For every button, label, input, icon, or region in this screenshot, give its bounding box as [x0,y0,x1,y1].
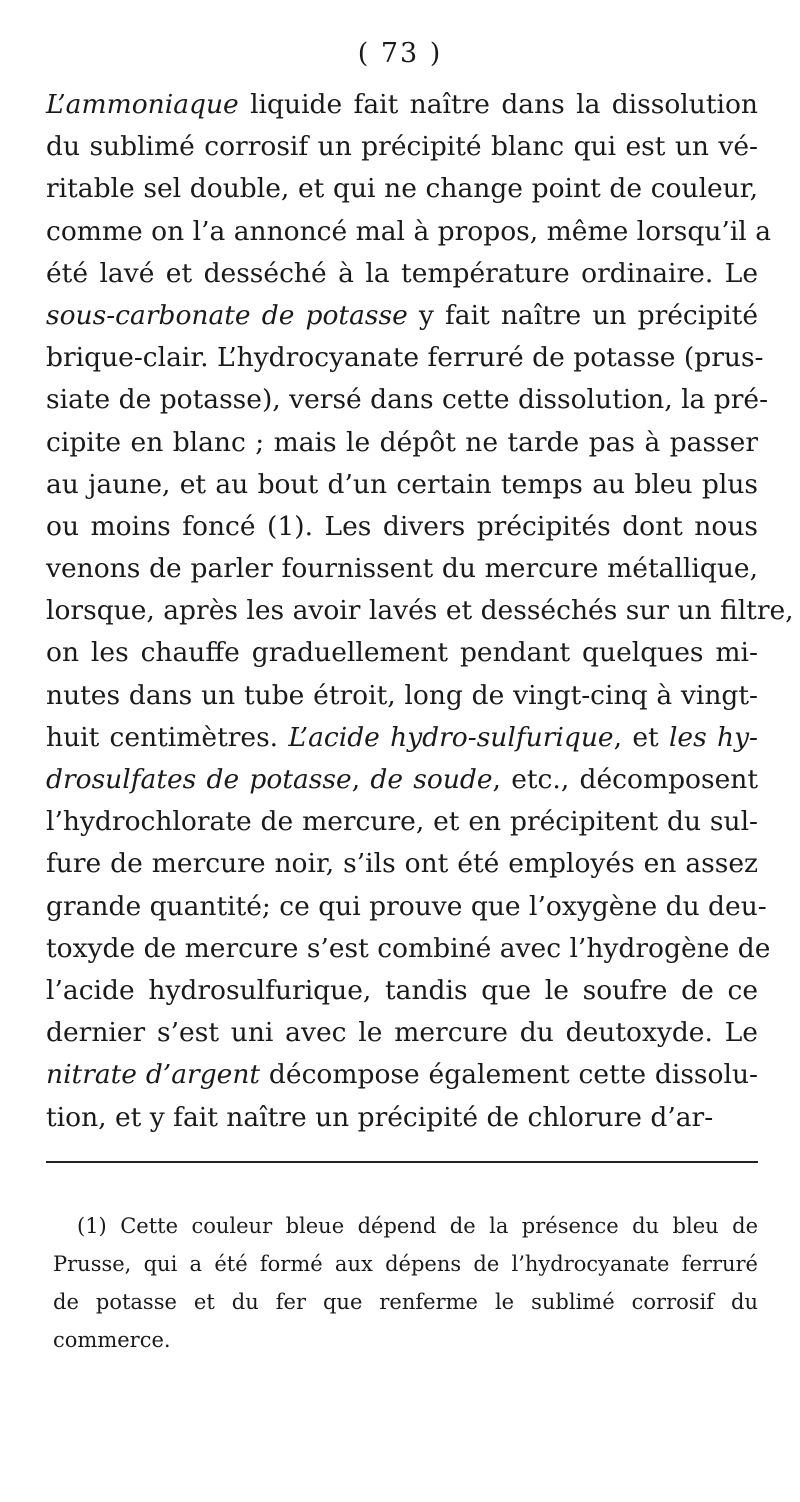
text-run: décompose également cette dissolu- [260,1059,758,1091]
text-line [46,337,764,379]
text-run: l’hydrochlorate de mercure, et en précipitent du sul- [46,806,758,838]
text-line [46,843,758,885]
text-line [46,1054,758,1096]
text-line [46,506,758,548]
text-line [46,548,758,590]
italic-term: sous-carbonate de potasse [46,299,408,331]
text-line [46,379,769,421]
text-line [46,632,758,674]
text-run: été lavé et desséché à la température ordinaire. Le [46,257,758,289]
text-run: au jaune, et au bout d’un certain temps au bleu plus [46,468,758,500]
text-run: nutes dans un tube étroit, long de vingt-cinq à vingt- [46,679,758,711]
text-line [46,590,794,632]
text-line [46,1097,758,1139]
text-run: toxyde de mercure s’est combiné avec l’hydrogène de [46,932,771,964]
main-paragraph [46,84,794,1139]
footnote-separator [46,1161,758,1163]
text-line [46,168,758,210]
text-line [46,759,758,801]
text-run: du sublimé corrosif un précipité blanc qui est un vé- [46,131,758,163]
text-run: , et [613,721,669,753]
text-run: cipite en blanc ; mais le dépôt ne tarde pas à passer [46,426,758,458]
footnote-line: de potasse et du fer que renferme le sublimé corrosif du [53,1290,758,1314]
italic-term: drosulfates de potasse [46,764,352,795]
text-line [46,126,758,168]
text-line [46,211,771,253]
text-run: lorsque, après les avoir lavés et desséchés sur un filtre, [46,595,794,627]
text-line [46,464,758,506]
text-line [46,295,758,337]
text-run: y fait naître un précipité [407,299,759,331]
text-line [46,422,758,464]
text-run: huit centimètres. [46,721,289,753]
text-line [46,886,767,928]
text-run: fure de mercure noir, s’ils ont été employés en assez [46,848,758,880]
italic-term: L’ammoniaque [46,89,239,120]
text-line [46,928,771,970]
text-run: ou moins foncé (1). Les divers précipités dont nous [46,510,758,542]
text-run: tion, et y fait naître un précipité de chlorure d’ar- [46,1101,714,1133]
italic-term: nitrate d’argent [46,1059,261,1091]
italic-term: de soude [370,764,493,795]
text-line [46,717,758,759]
text-line [46,84,758,126]
text-run: comme on l’a annoncé mal à propos, même lorsqu’il a [46,215,771,247]
text-line [46,801,758,843]
text-run: liquide fait naître dans la dissolution [238,89,758,120]
footnote [53,1207,758,1359]
footnote-line: Prusse, qui a été formé aux dépens de l’hydrocyanate ferruré [53,1252,758,1276]
page-number: ( 73 ) [357,38,443,69]
text-run: dernier s’est uni avec le mercure du deutoxyde. Le [46,1017,758,1049]
footnote-line: (1) Cette couleur bleue dépend de la présence du bleu de [77,1214,758,1238]
text-line [46,675,758,717]
text-run: venons de parler fournissent du mercure métallique, [46,553,758,585]
italic-term: les hy- [668,721,758,753]
text-run: siate de potasse), versé dans cette dissolution, la pré- [46,384,769,416]
text-run: brique-clair. L’hydrocyanate ferruré de potasse (prus- [46,342,764,374]
text-run: l’acide hydrosulfurique, tandis que le soufre de ce [46,974,758,1006]
text-line [46,253,758,295]
text-run: grande quantité; ce qui prouve que l’oxygène du deu- [46,890,767,922]
text-line [46,970,758,1012]
footnote-line: commerce. [53,1328,171,1352]
italic-term: L’acide hydro-sulfurique [288,721,614,753]
text-run: , etc., décomposent [492,764,758,795]
text-run: ritable sel double, et qui ne change point de couleur, [46,173,758,205]
text-run: , [351,764,371,795]
text-run: on les chauffe graduellement pendant quelques mi- [46,637,758,669]
text-line [46,1012,758,1054]
